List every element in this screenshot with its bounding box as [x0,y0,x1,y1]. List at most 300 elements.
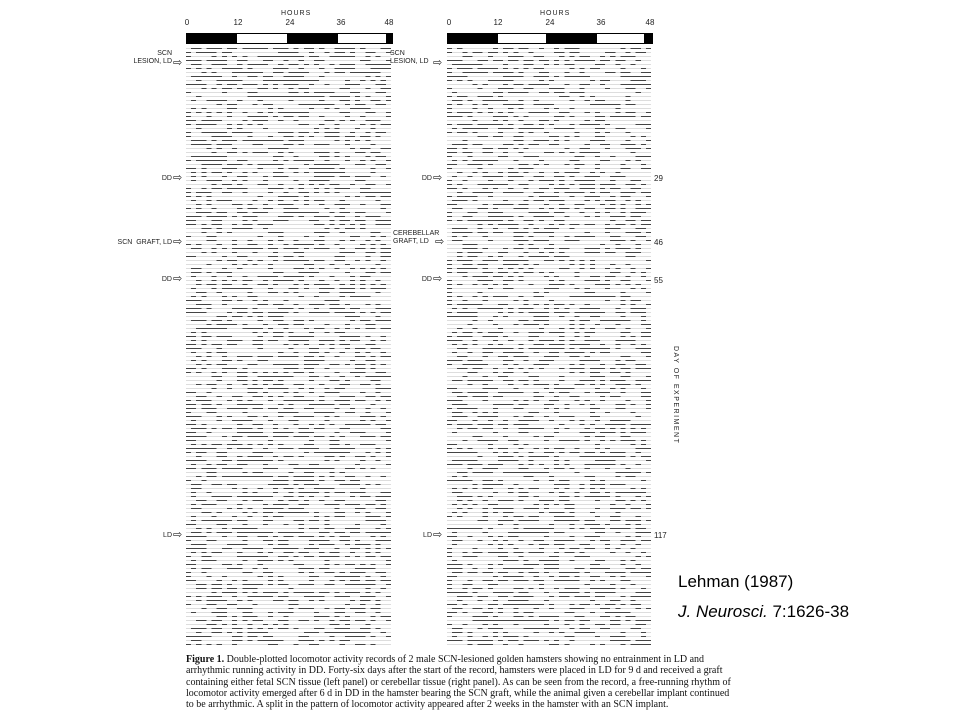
actogram-row [447,272,651,273]
actogram-row [447,84,651,85]
right-arrow-dd-2: ⇨ [433,273,443,285]
actogram-row [447,168,651,169]
actogram-row [447,636,651,637]
actogram-row [186,276,391,277]
actogram-row [186,108,391,109]
left-label-dd-2: DD [161,276,172,283]
actogram-row [186,548,391,549]
left-hours-title: HOURS [281,10,312,17]
actogram-row [186,52,391,53]
actogram-row [447,616,651,617]
right-label-dd-1: DD [421,175,432,182]
actogram-row [186,168,391,169]
right-arrow-dd-1: ⇨ [433,172,443,184]
actogram-row [447,144,651,145]
actogram-row [447,76,651,77]
actogram-row [447,644,651,645]
actogram-row [186,456,391,457]
actogram-row [447,596,651,597]
actogram-row [186,464,391,465]
actogram-row [447,264,651,265]
actogram-row [447,80,651,81]
actogram-row [447,456,651,457]
actogram-row [447,444,651,445]
actogram-row [447,588,651,589]
actogram-row [186,420,391,421]
caption-label: Figure 1. [186,654,225,665]
actogram-row [447,308,651,309]
actogram-row [447,452,651,453]
actogram-row [447,328,651,329]
actogram-row [447,368,651,369]
actogram-row [186,496,391,497]
actogram-row [186,140,391,141]
actogram-row [447,64,651,65]
actogram-row [447,220,651,221]
actogram-row [186,400,391,401]
actogram-row [186,64,391,65]
actogram-row [186,516,391,517]
actogram-row [186,160,391,161]
actogram-row [447,628,651,629]
actogram-row [186,476,391,477]
right-label-scn-lesion: SCN LESION, LD [390,50,429,65]
actogram-row [186,80,391,81]
left-label-scn-graft: SCN GRAFT, LD [117,239,172,246]
actogram-row [186,196,391,197]
actogram-row [186,452,391,453]
day-number-46: 46 [654,238,663,247]
actogram-row [186,396,391,397]
actogram-row [447,336,651,337]
actogram-row [447,224,651,225]
actogram-row [447,640,651,641]
actogram-row [447,560,651,561]
day-number-117: 117 [654,531,667,540]
actogram-row [186,144,391,145]
actogram-row [447,600,651,601]
actogram-row [186,500,391,501]
actogram-row [186,508,391,509]
actogram-row [447,528,651,529]
actogram-row [447,108,651,109]
right-actogram-panel [447,48,651,648]
actogram-row [186,608,391,609]
actogram-row [447,408,651,409]
actogram-row [447,276,651,277]
actogram-row [186,68,391,69]
left-label-scn-lesion: SCN LESION, LD [133,50,172,65]
actogram-row [447,524,651,525]
citation-author: Lehman (1987) [678,572,794,591]
actogram-row [186,212,391,213]
actogram-row [186,536,391,537]
actogram-row [186,56,391,57]
actogram-row [186,152,391,153]
actogram-row [186,460,391,461]
actogram-row [186,480,391,481]
actogram-row [447,552,651,553]
actogram-row [186,584,391,585]
actogram-row [186,644,391,645]
actogram-row [447,476,651,477]
actogram-row [447,100,651,101]
actogram-row [447,532,651,533]
actogram-row [186,632,391,633]
actogram-row [186,264,391,265]
actogram-row [447,440,651,441]
actogram-row [186,364,391,365]
actogram-row [186,156,391,157]
actogram-row [447,56,651,57]
actogram-row [447,420,651,421]
actogram-row [447,192,651,193]
actogram-row [447,260,651,261]
actogram-row [186,200,391,201]
actogram-row [186,180,391,181]
actogram-row [447,504,651,505]
actogram-row [186,48,391,49]
actogram-row [447,388,651,389]
actogram-row [186,520,391,521]
actogram-row [447,252,651,253]
actogram-row [447,148,651,149]
actogram-row [447,176,651,177]
actogram-row [186,560,391,561]
actogram-row [186,512,391,513]
actogram-row [447,484,651,485]
actogram-row [447,332,651,333]
actogram-row [186,448,391,449]
actogram-row [186,280,391,281]
actogram-row [186,472,391,473]
actogram-row [447,380,651,381]
actogram-row [447,492,651,493]
actogram-row [447,404,651,405]
actogram-row [447,360,651,361]
actogram-row [186,344,391,345]
actogram-row [186,104,391,105]
actogram-row [186,412,391,413]
actogram-row [186,596,391,597]
actogram-row [447,244,651,245]
actogram-row [447,316,651,317]
actogram-row [447,520,651,521]
actogram-row [186,272,391,273]
actogram-row [186,368,391,369]
actogram-row [447,544,651,545]
left-arrow-dd-2: ⇨ [173,273,183,285]
actogram-row [447,464,651,465]
actogram-row [447,512,651,513]
actogram-row [186,468,391,469]
actogram-row [447,428,651,429]
actogram-row [186,288,391,289]
actogram-row [447,288,651,289]
actogram-row [186,488,391,489]
actogram-row [447,72,651,73]
actogram-row [186,424,391,425]
citation-journal-line [678,602,849,622]
actogram-row [186,132,391,133]
actogram-row [447,344,651,345]
actogram-row [186,248,391,249]
actogram-row [186,208,391,209]
actogram-row [447,556,651,557]
actogram-row [186,88,391,89]
actogram-row [447,424,651,425]
actogram-row [447,124,651,125]
actogram-row [447,568,651,569]
actogram-row [447,592,651,593]
right-hour-tick-12: 12 [493,18,503,27]
actogram-row [186,284,391,285]
actogram-row [447,228,651,229]
actogram-row [186,624,391,625]
actogram-row [447,212,651,213]
actogram-row [186,204,391,205]
right-hour-tick-24: 24 [545,18,555,27]
right-label-ld: LD [423,532,432,539]
actogram-row [186,436,391,437]
left-hour-tick-24: 24 [285,18,295,27]
actogram-row [186,296,391,297]
actogram-row [447,320,651,321]
left-label-ld: LD [163,532,172,539]
actogram-row [447,392,651,393]
actogram-row [447,296,651,297]
left-label-dd-1: DD [161,175,172,182]
actogram-row [447,116,651,117]
right-hour-tick-36: 36 [596,18,606,27]
actogram-row [186,84,391,85]
actogram-row [186,532,391,533]
actogram-row [447,508,651,509]
actogram-row [186,128,391,129]
actogram-row [447,280,651,281]
figure-caption [186,654,731,710]
actogram-row [447,132,651,133]
actogram-row [447,60,651,61]
left-light-dark-bar [186,33,393,44]
actogram-row [447,232,651,233]
actogram-row [186,580,391,581]
actogram-row [186,184,391,185]
right-arrow-cerebellar-graft: ⇨ [435,236,445,248]
actogram-row [186,556,391,557]
actogram-row [186,428,391,429]
actogram-row [186,372,391,373]
actogram-row [447,236,651,237]
actogram-row [447,612,651,613]
actogram-row [447,300,651,301]
actogram-row [186,220,391,221]
actogram-row [186,588,391,589]
actogram-row [447,460,651,461]
actogram-row [447,516,651,517]
actogram-row [447,248,651,249]
actogram-row [186,356,391,357]
actogram-row [447,152,651,153]
actogram-row [186,568,391,569]
right-arrow-ld: ⇨ [433,529,443,541]
actogram-row [186,640,391,641]
actogram-row [447,172,651,173]
actogram-row [186,76,391,77]
actogram-row [447,112,651,113]
actogram-row [186,376,391,377]
actogram-row [186,636,391,637]
actogram-row [447,304,651,305]
actogram-row [186,124,391,125]
actogram-row [186,492,391,493]
left-arrow-scn-graft: ⇨ [173,236,183,248]
actogram-row [186,388,391,389]
actogram-row [186,300,391,301]
actogram-row [186,484,391,485]
actogram-row [186,616,391,617]
right-hour-tick-0: 0 [446,18,452,27]
actogram-row [186,348,391,349]
actogram-row [447,196,651,197]
actogram-row [447,384,651,385]
actogram-row [447,352,651,353]
actogram-row [186,328,391,329]
actogram-row [186,604,391,605]
actogram-row [447,160,651,161]
actogram-row [186,528,391,529]
actogram-row [186,92,391,93]
actogram-row [447,608,651,609]
actogram-row [186,188,391,189]
actogram-row [186,100,391,101]
actogram-row [186,576,391,577]
actogram-row [186,620,391,621]
right-arrow-scn-lesion: ⇨ [433,57,443,69]
actogram-row [186,164,391,165]
actogram-row [186,292,391,293]
actogram-row [186,232,391,233]
actogram-row [447,472,651,473]
actogram-row [447,68,651,69]
actogram-row [186,256,391,257]
left-actogram-panel [186,48,391,648]
actogram-row [447,156,651,157]
actogram-row [447,208,651,209]
actogram-row [447,620,651,621]
right-hours-title: HOURS [540,10,571,17]
actogram-row [447,104,651,105]
actogram-row [186,564,391,565]
actogram-row [447,324,651,325]
actogram-row [186,444,391,445]
actogram-row [447,500,651,501]
actogram-row [186,612,391,613]
actogram-row [447,284,651,285]
actogram-row [186,72,391,73]
day-number-55: 55 [654,276,663,285]
citation-journal: J. Neurosci. [678,602,768,621]
actogram-row [447,340,651,341]
actogram-row [186,336,391,337]
right-light-dark-bar [447,33,653,44]
caption-text: Double-plotted locomotor activity records of 2 male SCN-lesioned golden hamsters showing no entrainment in LD and arrhythmic running activity in DD. Forty-six days after the start of the record, hamsters were placed in LD for 9 d and received a graft containing either fetal SCN tissue (left panel) or cerebellar tissue (right panel). As can be seen from the record, a free-running rhythm of locomotor activity emerged after 6 d in DD in the hamster bearing the SCN graft, while the animal given a cerebellar implant continued to be arrhythmic. A split in the pattern of locomotor activity appeared after 2 weeks in the hamster with an SCN implant. [186,654,731,711]
actogram-row [186,112,391,113]
left-arrow-ld: ⇨ [173,529,183,541]
citation-ref: 7:1626-38 [767,602,850,621]
actogram-row [186,544,391,545]
actogram-row [186,148,391,149]
actogram-row [186,408,391,409]
actogram-row [186,304,391,305]
actogram-row [186,216,391,217]
actogram-row [447,204,651,205]
actogram-row [186,352,391,353]
right-hour-tick-48: 48 [645,18,655,27]
actogram-row [186,240,391,241]
actogram-row [447,548,651,549]
actogram-row [447,400,651,401]
left-hour-tick-0: 0 [184,18,190,27]
actogram-row [447,200,651,201]
actogram-row [447,572,651,573]
actogram-row [447,364,651,365]
actogram-row [447,480,651,481]
actogram-row [447,436,651,437]
left-hour-tick-48: 48 [384,18,394,27]
actogram-row [186,552,391,553]
actogram-row [186,324,391,325]
actogram-row [447,128,651,129]
actogram-row [186,120,391,121]
actogram-row [447,256,651,257]
actogram-row [186,540,391,541]
actogram-row [447,140,651,141]
actogram-row [447,180,651,181]
actogram-row [186,224,391,225]
actogram-row [447,188,651,189]
actogram-row [447,448,651,449]
actogram-row [186,320,391,321]
actogram-row [447,432,651,433]
right-label-cerebellar-graft: CEREBELLAR GRAFT, LD [393,230,440,245]
actogram-row [186,268,391,269]
actogram-row [447,416,651,417]
actogram-row [447,412,651,413]
actogram-row [447,268,651,269]
actogram-row [447,604,651,605]
actogram-row [186,380,391,381]
actogram-row [447,96,651,97]
actogram-row [186,60,391,61]
actogram-row [186,136,391,137]
actogram-row [186,96,391,97]
actogram-row [186,316,391,317]
actogram-row [186,192,391,193]
actogram-row [447,164,651,165]
left-hour-tick-12: 12 [233,18,243,27]
actogram-row [447,312,651,313]
actogram-row [447,120,651,121]
actogram-row [447,576,651,577]
actogram-row [186,440,391,441]
actogram-row [186,592,391,593]
actogram-row [186,228,391,229]
actogram-row [447,376,651,377]
actogram-row [186,404,391,405]
actogram-row [447,52,651,53]
left-arrow-scn-lesion: ⇨ [173,57,183,69]
